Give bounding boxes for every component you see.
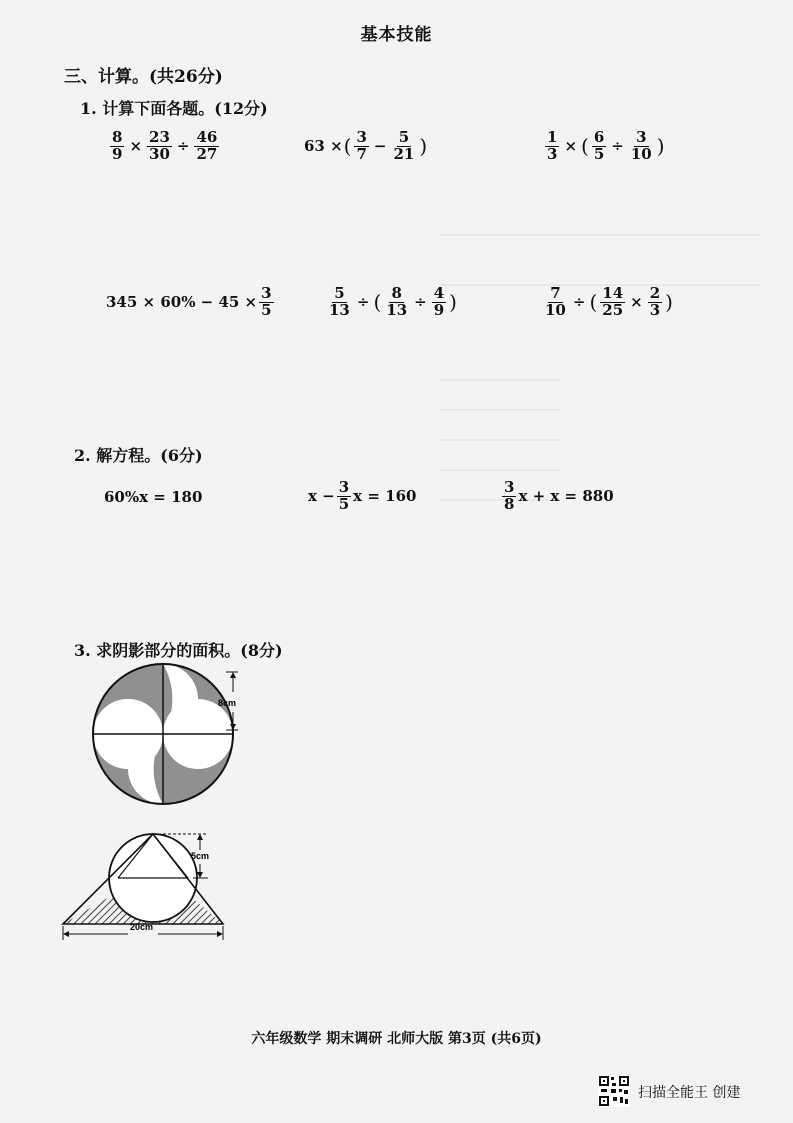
arrow-up-icon xyxy=(230,672,236,678)
fraction: $\frac{8}{9}$ xyxy=(112,128,123,163)
label-5cm: 5cm xyxy=(191,851,210,861)
fraction: $\frac{46}{27}$ xyxy=(196,128,218,163)
fraction: $\frac{5}{21}$ xyxy=(393,128,415,163)
fraction: $\frac{2}{3}$ xyxy=(649,284,661,319)
fraction: $\frac{5}{13}$ xyxy=(329,284,350,319)
fraction: $\frac{3}{5}$ xyxy=(338,478,350,513)
equation-2: x − $\frac{3}{5}$ x = 160 xyxy=(308,478,417,513)
qr-code-icon xyxy=(598,1075,630,1107)
label-8cm: 8cm xyxy=(218,698,237,708)
figure-triangle-hatched xyxy=(58,826,248,946)
question-2-heading: 2. 解方程。(6分) xyxy=(74,446,203,465)
fraction: $\frac{8}{13}$ xyxy=(386,284,408,319)
fraction: $\frac{7}{10}$ xyxy=(545,284,566,319)
scanner-watermark: 扫描全能王 创建 xyxy=(638,1085,741,1101)
arrow-right-icon xyxy=(217,931,223,937)
equation-1: 60%x = 180 xyxy=(104,488,203,506)
fraction: $\frac{3}{10}$ xyxy=(630,128,652,163)
question-3-heading: 3. 求阴影部分的面积。(8分) xyxy=(74,641,283,660)
problem-3: $\frac{1}{3}$ × ( $\frac{6}{5}$ ÷ $\frac{3}{10}$ ) xyxy=(547,128,665,163)
equation-3: $\frac{3}{8}$ x + x = 880 xyxy=(504,478,614,513)
page-footer: 六年级数学 期末调研 北师大版 第3页 (共6页) xyxy=(251,1031,542,1047)
fraction: $\frac{6}{5}$ xyxy=(593,128,605,163)
problem-2: 63 × ( $\frac{3}{7}$ − $\frac{5}{21}$ ) xyxy=(304,128,428,163)
arrow-left-icon xyxy=(63,931,69,937)
fraction: $\frac{1}{3}$ xyxy=(547,128,558,163)
fraction: $\frac{4}{9}$ xyxy=(433,284,445,319)
problem-4: 345 × 60% − 45 × $\frac{3}{5}$ xyxy=(106,284,272,319)
fraction: $\frac{14}{25}$ xyxy=(602,284,624,319)
page-title: 基本技能 xyxy=(360,25,433,45)
problem-1: $\frac{8}{9}$ × $\frac{23}{30}$ ÷ $\frac{46}{27}$ xyxy=(112,128,218,163)
problem-6: $\frac{7}{10}$ ÷ ( $\frac{14}{25}$ × $\frac{2}{3}$ ) xyxy=(545,284,673,319)
fraction: $\frac{3}{5}$ xyxy=(261,284,272,319)
label-20cm: 20cm xyxy=(130,922,154,932)
section-heading: 三、计算。(共26分) xyxy=(64,67,223,87)
arrow-up-icon xyxy=(197,834,203,840)
arrow-down-icon xyxy=(197,872,203,878)
problem-5: $\frac{5}{13}$ ÷ ( $\frac{8}{13}$ ÷ $\frac{4}{9}$ ) xyxy=(329,284,457,319)
fraction: $\frac{3}{7}$ xyxy=(356,128,367,163)
figure-circle-shaded xyxy=(78,662,278,812)
fraction: $\frac{3}{8}$ xyxy=(504,478,515,513)
fraction: $\frac{23}{30}$ xyxy=(149,128,170,163)
question-1-heading: 1. 计算下面各题。(12分) xyxy=(80,99,268,118)
